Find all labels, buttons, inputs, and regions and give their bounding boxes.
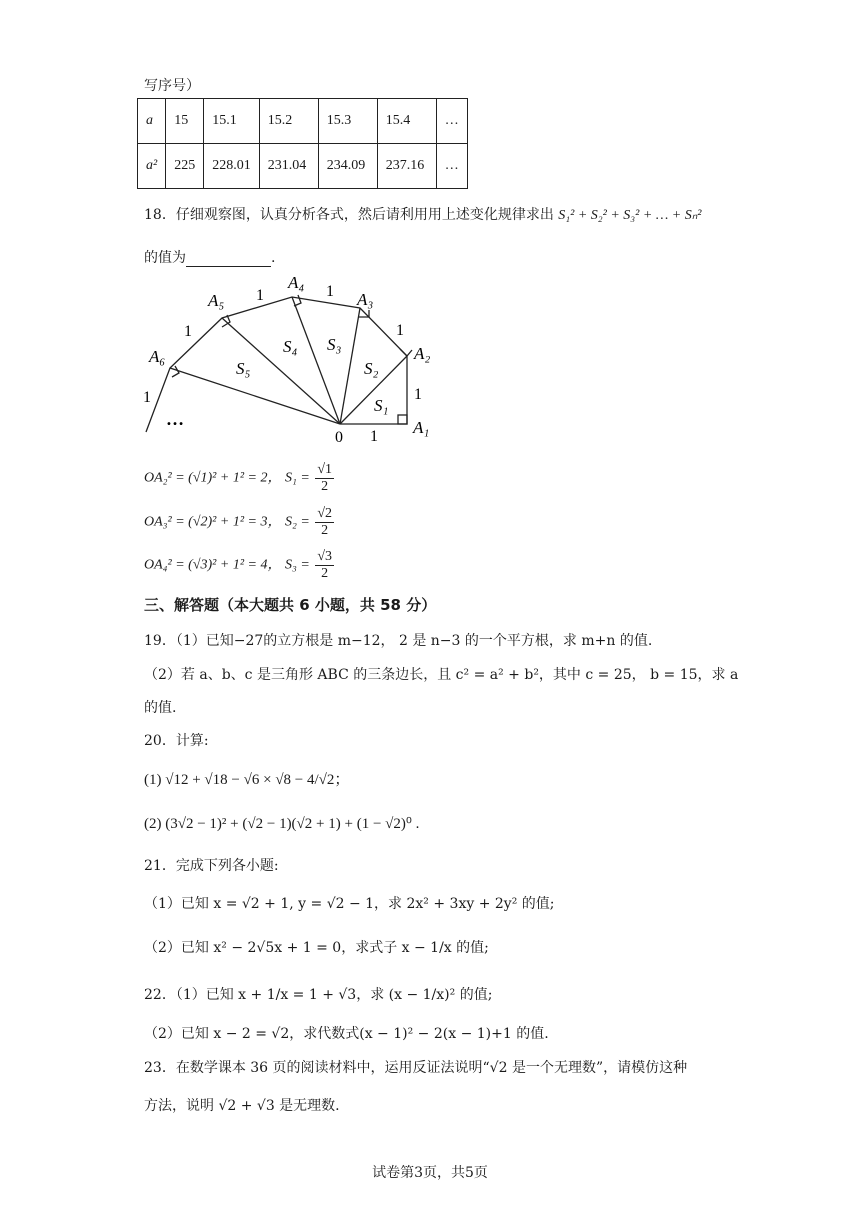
section-heading: 三、解答题（本大题共 6 小题，共 58 分） — [144, 596, 437, 614]
area-label: S₃ — [327, 335, 342, 354]
question-18 — [144, 204, 702, 224]
area-label: S₂ — [364, 359, 379, 378]
fraction: $\frac{√1}{2}$ — [317, 462, 332, 494]
q19-part2-cont: 的值. — [144, 700, 177, 716]
area-label: S₅ — [236, 359, 251, 378]
table-cell: 15.2 — [259, 99, 318, 144]
origin-label: 0 — [335, 429, 343, 446]
equation-s: S₃ = — [284, 557, 310, 573]
point-label: A₃ — [357, 290, 374, 309]
table-cell: 15.4 — [377, 99, 436, 144]
continuation-dots: … — [166, 409, 184, 429]
q20-title: 20．计算: — [144, 733, 209, 749]
equation-2 — [144, 506, 336, 539]
table-cell: 228.01 — [204, 144, 260, 189]
fraction: $\frac{√2}{2}$ — [317, 506, 332, 538]
table-cell: 15 — [166, 99, 204, 144]
area-label: S₄ — [283, 337, 298, 356]
q18-answer-label: 的值为 — [144, 250, 186, 266]
table-cell: … — [436, 144, 467, 189]
length-label: 1 — [396, 322, 404, 339]
table-cell: 231.04 — [259, 144, 318, 189]
table-cell: … — [436, 99, 467, 144]
q21-title: 21．完成下列各小题: — [144, 858, 279, 874]
point-label: A₂ — [414, 344, 431, 363]
equation-lhs: OA₄² = (√3)² + 1² = 4， — [144, 557, 282, 573]
equation-1 — [144, 462, 336, 495]
q18-expression: S₁² + S₂² + S₃² + … + Sₙ² — [558, 208, 702, 223]
length-label: 1 — [143, 389, 151, 406]
answer-blank — [186, 252, 271, 267]
q20-expr2: (2) (3√2 − 1)² + (√2 − 1)(√2 + 1) + (1 − √2)⁰ . — [144, 816, 420, 832]
equation-lhs: OA₃² = (√2)² + 1² = 3， — [144, 514, 282, 530]
q18-text: 18．仔细观察图，认真分析各式，然后请利用用上述变化规律求出 — [144, 207, 554, 223]
length-label: 1 — [256, 287, 264, 304]
area-label: S₁ — [374, 396, 389, 415]
point-label: A₁ — [413, 418, 430, 437]
q18-answer-line — [144, 247, 275, 267]
point-label: A₅ — [208, 291, 225, 310]
q19-part2: （2）若 a、b、c 是三角形 ABC 的三条边长，且 c² = a² + b²，其中 c = 25， b = 15，求 a — [144, 667, 739, 683]
q20-expr1: (1) √12 + √18 − √6 × √8 − 4/√2； — [144, 772, 350, 788]
q22-part1: 22．（1）已知 x + 1/x = 1 + √3，求 (x − 1/x)² 的值; — [144, 987, 493, 1003]
spiral-figure — [130, 270, 450, 450]
page-footer: 试卷第3页，共5页 — [372, 1165, 488, 1181]
q18-period: . — [271, 250, 276, 266]
fraction: $\frac{√3}{2}$ — [317, 549, 332, 581]
table-cell: a² — [138, 144, 166, 189]
equation-s: S₁ = — [284, 470, 310, 486]
equation-3 — [144, 549, 336, 582]
table-cell: 15.3 — [318, 99, 377, 144]
table-cell: 15.1 — [204, 99, 260, 144]
top-text: 写序号） — [144, 78, 200, 94]
table-cell: a — [138, 99, 166, 144]
table-cell: 237.16 — [377, 144, 436, 189]
equation-s: S₂ = — [284, 514, 310, 530]
table-cell: 225 — [166, 144, 204, 189]
length-label: 1 — [370, 428, 378, 445]
table-row — [138, 99, 468, 144]
table-row — [138, 144, 468, 189]
length-label: 1 — [184, 323, 192, 340]
q23-line1: 23．在数学课本 36 页的阅读材料中，运用反证法说明“√2 是一个无理数”，请模仿这种 — [144, 1060, 688, 1076]
table-cell: 234.09 — [318, 144, 377, 189]
point-label: A₄ — [288, 273, 305, 292]
q21-part1: （1）已知 x = √2 + 1, y = √2 − 1，求 2x² + 3xy + 2y² 的值; — [144, 896, 555, 912]
value-table — [137, 98, 468, 189]
length-label: 1 — [414, 386, 422, 403]
equation-lhs: OA₂² = (√1)² + 1² = 2， — [144, 470, 282, 486]
q21-part2: （2）已知 x² − 2√5x + 1 = 0，求式子 x − 1/x 的值; — [144, 940, 489, 956]
point-label: A₆ — [149, 347, 166, 366]
q23-line2: 方法，说明 √2 + √3 是无理数. — [144, 1098, 340, 1114]
length-label: 1 — [326, 283, 334, 300]
q19-part1: 19．（1）已知−27的立方根是 m−12， 2 是 n−3 的一个平方根，求 m+n 的值. — [144, 633, 653, 649]
q22-part2: （2）已知 x − 2 = √2，求代数式(x − 1)² − 2(x − 1)+1 的值. — [144, 1026, 549, 1042]
